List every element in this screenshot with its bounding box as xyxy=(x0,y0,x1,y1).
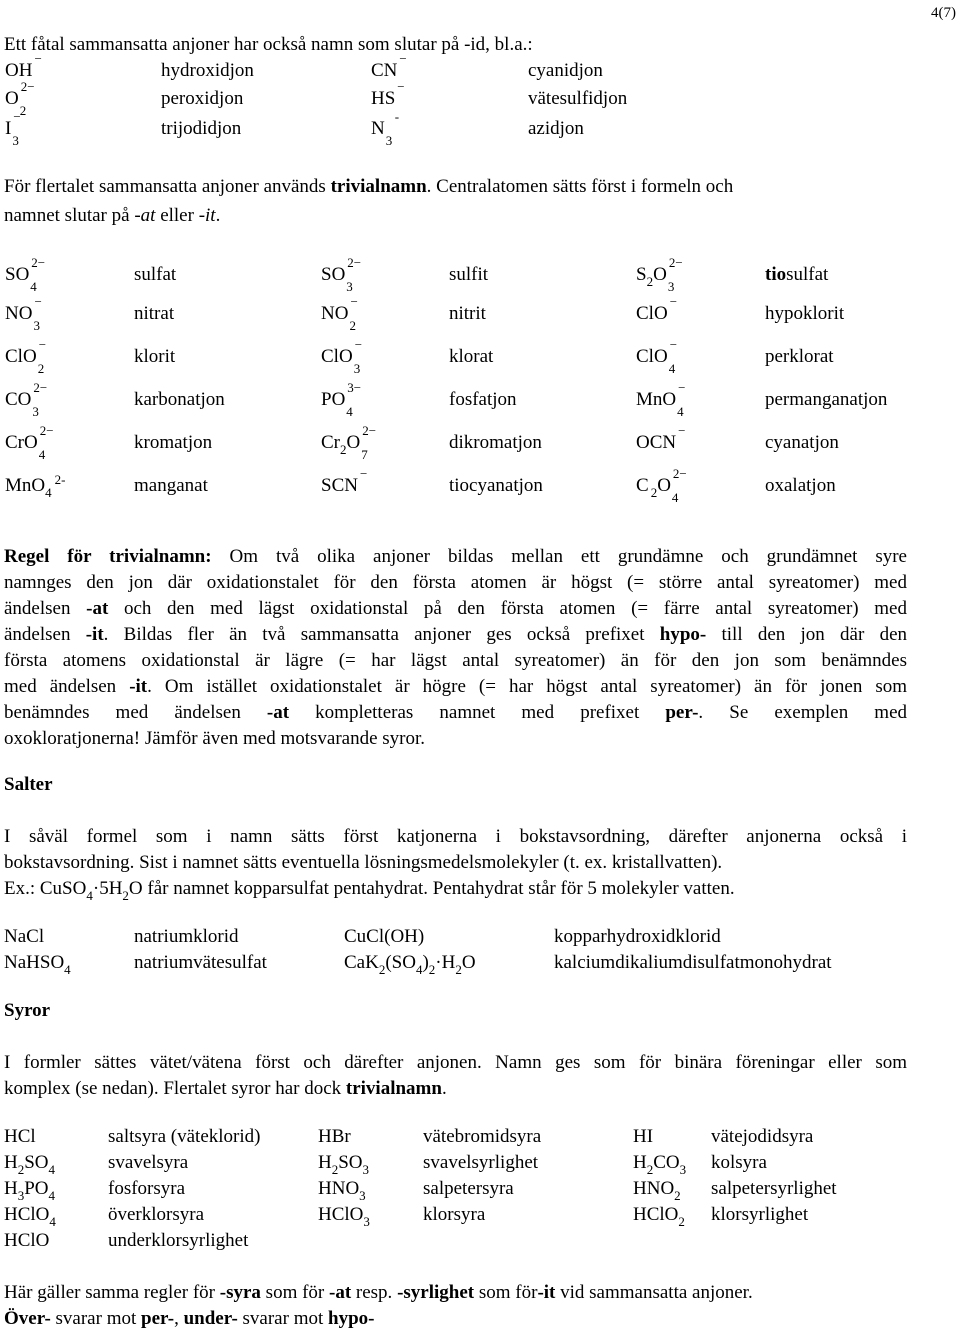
ion-name: cyanidjon xyxy=(528,60,603,81)
ion-formula: NO 3 − xyxy=(5,294,42,333)
syror-paragraph: I formler sättes vätet/vätena först och därefter anjonen. Namn ges som för binära föreningar eller som komplex (se nedan). Flertalet syror har dock trivialnamn. xyxy=(4,1052,907,1099)
ion-name: vätesulfidjon xyxy=(528,88,628,109)
ion-formula: SO 4 2− xyxy=(5,255,46,294)
ion-name: sulfit xyxy=(449,264,489,285)
acid-formula: $H_2SO_4$ xyxy=(4,1152,56,1177)
ion-name: nitrat xyxy=(134,303,175,324)
ion-name: trijodidjon xyxy=(161,118,242,139)
acid-formula: HI xyxy=(633,1126,654,1147)
rule-paragraph: Regel för trivialnamn: Om två olika anjoner bildas mellan ett grundämne och grundämnet syre namnges den jon där oxidationstalet för den första atomen är högst (= större antal syreatomer) med ändelsen -at och den med lägst oxidationstal på den första atomen (= färre antal syreatomer) med ändelsen -it. Bildas fler än två sammansatta anjoner ges också prefixet hypo- till den jon där den första atomens oxidationstal är lägre (= har lägst antal syreatomer) än för den jon som benämndes med ändelsen -it. Om istället oxidationstalet är högre (= har högst antal syreatomer) än för jonen som benämndes med ändelsen -at kompletteras namnet med prefixet per-. Se exemplen med oxokloratjonerna! Jämför även med motsvarande syror. xyxy=(4,546,907,749)
ion-name: klorit xyxy=(134,346,176,367)
ion-name: klorat xyxy=(449,346,494,367)
intro-line: Ett fåtal sammansatta anjoner har också namn som slutar på -id, bl.a.: xyxy=(4,34,533,55)
acid-name: saltsyra (väteklorid) xyxy=(108,1126,261,1147)
ion-formula: SO 3 2− xyxy=(321,255,362,294)
ion-name: kromatjon xyxy=(134,432,213,453)
acid-rule-line2: Över- svarar mot per-, under- svarar mot hypo- xyxy=(4,1308,375,1329)
acid-formula: $H_2CO_3$ xyxy=(633,1152,687,1177)
ion-formula: SCN − xyxy=(321,466,368,496)
ion-formula: MnO 4 − xyxy=(636,380,686,419)
acid-formula: HClO$_2$ xyxy=(633,1204,685,1229)
acid-name: klorsyrlighet xyxy=(711,1204,809,1225)
acid-name: underklorsyrlighet xyxy=(108,1230,249,1251)
page-number: 4(7) xyxy=(931,5,956,21)
ion-name: peroxidjon xyxy=(161,88,244,109)
acid-name: salpetersyra xyxy=(423,1178,514,1199)
ion-name: perklorat xyxy=(765,346,834,367)
ion-formula: O 7 2− xyxy=(346,423,377,462)
ion-name: permanganatjon xyxy=(765,389,888,410)
acid-name: salpetersyrlighet xyxy=(711,1178,837,1199)
ion-formula: O 4 2− xyxy=(657,466,687,505)
ion-name: tiosulfat xyxy=(765,264,829,285)
salt-formula: NaHSO$_4$ xyxy=(4,952,71,977)
ion-name: tiocyanatjon xyxy=(449,475,543,496)
ion-formula: MnO$_4^{2-}$ xyxy=(5,472,66,500)
ion-formula: N 3 - xyxy=(371,109,400,148)
salter-paragraph: I såväl formel som i namn sätts först katjonerna i bokstavsordning, därefter anjonerna också i bokstavsordning. Sist i namnet sätts eventuella lösningsmedelsmolekyler (t. ex. kristallvatten). Ex.: $CuSO_4\cdot 5H_2O$ får namnet kopparsulfat pentahydrat. Pentahydrat står för 5 molekyler vatten. xyxy=(4,826,907,903)
acid-formula: $H_2SO_3$ xyxy=(318,1152,370,1177)
trivial-intro-line2: namnet slutar på -at eller -it. xyxy=(4,205,221,226)
section-heading-syror: Syror xyxy=(4,1000,51,1021)
acid-name: vätebromidsyra xyxy=(423,1126,542,1147)
trivial-intro-line1: För flertalet sammansatta anjoner används trivialnamn. Centralatomen sätts först i formeln och xyxy=(4,176,734,197)
ion-formula: I 3 − xyxy=(5,109,21,148)
ion-name: manganat xyxy=(134,475,208,496)
ion-formula: ClO − xyxy=(636,294,678,324)
acid-formula: $HNO_2$ xyxy=(633,1178,681,1203)
salt-formula: CuCl(OH) xyxy=(344,926,425,947)
ion-name: nitrit xyxy=(449,303,486,324)
acid-name: klorsyra xyxy=(423,1204,486,1225)
section-heading-salter: Salter xyxy=(4,774,53,795)
ion-formula: HS − xyxy=(371,79,405,109)
ion-formula: O 3 2− xyxy=(653,255,683,294)
salt-name: kopparhydroxidklorid xyxy=(554,926,721,947)
salt-name: natriumklorid xyxy=(134,926,239,947)
acid-formula: HClO$_4$ xyxy=(4,1204,56,1229)
salt-formula: NaCl xyxy=(4,926,45,947)
ion-formula: OCN − xyxy=(636,423,686,453)
ion-formula: O 2 2− xyxy=(5,79,35,118)
acid-formula: $HNO_3$ xyxy=(318,1178,366,1203)
acid-formula: HClO xyxy=(4,1230,50,1251)
acid-name: fosforsyra xyxy=(108,1178,186,1199)
ion-formula: ClO 4 − xyxy=(636,337,678,376)
acid-rule-line1: Här gäller samma regler för -syra som för -at resp. -syrlighet som för-it vid sammansatta anjoner. xyxy=(4,1282,753,1303)
ion-name: karbonatjon xyxy=(134,389,225,410)
ion-formula: PO 4 3− xyxy=(321,380,362,419)
ion-formula: CN − xyxy=(371,51,407,81)
acid-name: vätejodidsyra xyxy=(711,1126,814,1147)
acid-name: svavelsyrlighet xyxy=(423,1152,539,1173)
acid-formula: HBr xyxy=(318,1126,351,1147)
ion-formula: ClO 3 − xyxy=(321,337,363,376)
ion-formula: CrO 4 2− xyxy=(5,423,54,462)
ion-name: hydroxidjon xyxy=(161,60,254,81)
ion-formula: NO 2 − xyxy=(321,294,358,333)
salt-name: natriumvätesulfat xyxy=(134,952,267,973)
acid-formula: HClO$_3$ xyxy=(318,1204,370,1229)
ion-name: azidjon xyxy=(528,118,584,139)
ion-name: dikromatjon xyxy=(449,432,542,453)
acid-formula: $H_3PO_4$ xyxy=(4,1178,56,1203)
ion-formula: ClO 2 − xyxy=(5,337,47,376)
acid-name: kolsyra xyxy=(711,1152,767,1173)
salt-formula: $CaK_2(SO_4)_2\cdot H_2O$ xyxy=(344,952,476,977)
ion-name: oxalatjon xyxy=(765,475,836,496)
acid-formula: HCl xyxy=(4,1126,36,1147)
acid-name: svavelsyra xyxy=(108,1152,189,1173)
ion-name: fosfatjon xyxy=(449,389,517,410)
salt-name: kalciumdikaliumdisulfatmonohydrat xyxy=(554,952,832,973)
acid-name: överklorsyra xyxy=(108,1204,205,1225)
ion-name: sulfat xyxy=(134,264,177,285)
ion-name: hypoklorit xyxy=(765,303,845,324)
ion-formula: OH − xyxy=(5,51,42,81)
ion-name: cyanatjon xyxy=(765,432,839,453)
ion-formula: CO 3 2− xyxy=(5,380,48,419)
